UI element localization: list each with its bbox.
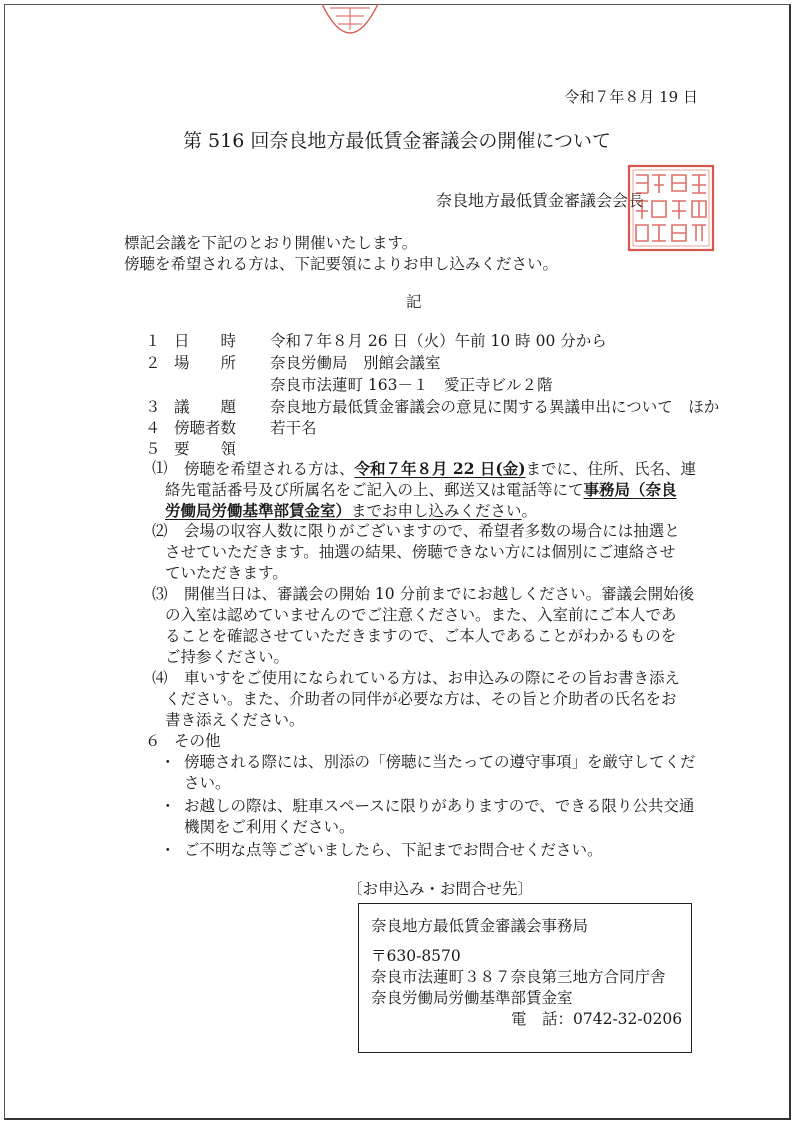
office-highlight: 労働局労働基準部賃金室） bbox=[165, 501, 352, 520]
text-span: 傍聴を希望される方は、 bbox=[184, 460, 355, 478]
ki-heading: 記 bbox=[406, 293, 422, 311]
bullet-mark: ・ bbox=[160, 841, 176, 859]
paragraph-line: ください。また、介助者の同伴が必要な方は、その旨と介助者の氏名をお bbox=[165, 690, 677, 708]
issue-date: 令和７年８月 19 日 bbox=[564, 88, 698, 106]
bullet-line: さい。 bbox=[184, 774, 231, 792]
paragraph-line: 会場の収容人数に限りがございますので、希望者多数の場合には抽選と bbox=[184, 522, 680, 540]
paragraph-line: 書き添えください。 bbox=[165, 711, 305, 729]
item-label: 場 所 bbox=[174, 354, 237, 372]
paragraph-line: の入室は認めていませんのでご注意ください。また、入室前にご本人であ bbox=[165, 606, 677, 624]
office-highlight: 事務局（奈良 bbox=[583, 480, 677, 499]
item-label: 傍聴者数 bbox=[174, 419, 237, 437]
text-span: 。 bbox=[521, 502, 538, 520]
document-title: 第 516 回奈良地方最低賃金審議会の開催について bbox=[183, 130, 611, 152]
paragraph-line: ていただきます。 bbox=[165, 564, 288, 582]
paragraph-mark: ⑶ bbox=[152, 585, 168, 603]
paragraph-line: 開催当日は、審議会の開始 10 分前までにお越しください。審議会開始後 bbox=[184, 585, 695, 603]
item-number: ５ bbox=[145, 440, 161, 458]
text-span: までお申し込みください bbox=[351, 502, 522, 520]
paragraph-line bbox=[184, 458, 696, 480]
paragraph-line: させていただきます。抽選の結果、傍聴できない方には個別にご連絡させ bbox=[165, 543, 676, 561]
bullet-mark: ・ bbox=[160, 753, 176, 771]
bullet-line: 傍聴される際には、別添の「傍聴に当たっての遵守事項」を厳守してくだ bbox=[184, 753, 696, 771]
intro-line-2: 傍聴を希望される方は、下記要領によりお申し込みください。 bbox=[124, 255, 559, 273]
item-value: 奈良労働局 別館会議室 bbox=[270, 354, 441, 372]
item-label: 日 時 bbox=[174, 332, 237, 350]
intro-line-1: 標記会議を下記のとおり開催いたします。 bbox=[124, 234, 418, 252]
contact-address: 奈良市法蓮町３８７奈良第三地方合同庁舎 bbox=[371, 968, 666, 986]
sender-name: 奈良地方最低賃金審議会会長 bbox=[435, 191, 644, 210]
paragraph-line bbox=[165, 479, 677, 501]
text-span: 絡先電話番号及び所属名をご記入の上、郵送又は電話等にて bbox=[165, 481, 584, 499]
contact-box bbox=[358, 903, 692, 1053]
paragraph-line: 車いすをご使用になられている方は、お申込みの際にその旨お書き添え bbox=[184, 669, 681, 687]
deadline-highlight: 令和７年８月 22 日(金) bbox=[354, 459, 526, 478]
contact-heading: 〔お申込み・お問合せ先〕 bbox=[347, 880, 534, 898]
bullet-line: ご不明な点等ございましたら、下記までお問合せください。 bbox=[184, 841, 603, 859]
text-span: までに、住所、氏名、連 bbox=[525, 460, 697, 478]
paragraph-line bbox=[165, 500, 537, 522]
item-number: １ bbox=[145, 332, 161, 350]
paragraph-mark: ⑴ bbox=[152, 459, 168, 477]
paragraph-mark: ⑵ bbox=[152, 522, 168, 540]
paragraph-mark: ⑷ bbox=[152, 669, 168, 687]
item-number: ３ bbox=[145, 398, 161, 416]
bullet-line: 機関をご利用ください。 bbox=[184, 818, 355, 836]
item-number: ２ bbox=[145, 354, 161, 372]
contact-phone: 電 話：0742-32-0206 bbox=[511, 1010, 683, 1028]
item-label: 要 領 bbox=[174, 440, 237, 458]
contact-postal: 〒630-8570 bbox=[371, 947, 461, 965]
bullet-line: お越しの際は、駐車スペースに限りがありますので、できる限り公共交通 bbox=[184, 797, 695, 815]
stamp-mark-icon bbox=[318, 4, 382, 44]
contact-dept: 奈良労働局労働基準部賃金室 bbox=[371, 989, 573, 1007]
paragraph-line: ご持参ください。 bbox=[165, 648, 290, 666]
bullet-mark: ・ bbox=[160, 797, 176, 815]
official-seal-icon bbox=[626, 163, 716, 253]
item-number: ４ bbox=[145, 419, 161, 437]
item-value: 若干名 bbox=[270, 419, 317, 437]
item-label: 議 題 bbox=[174, 398, 237, 416]
item-label: その他 bbox=[174, 732, 221, 750]
contact-org: 奈良地方最低賃金審議会事務局 bbox=[371, 917, 589, 935]
item-number: ６ bbox=[145, 732, 161, 750]
paragraph-line: ることを確認させていただきますので、ご本人であることがわかるものを bbox=[165, 627, 677, 645]
item-value: 奈良地方最低賃金審議会の意見に関する異議申出について ほか bbox=[270, 398, 720, 416]
item-value-line-2: 奈良市法蓮町 163－１ 愛正寺ビル２階 bbox=[270, 376, 553, 394]
item-value: 令和７年８月 26 日（火）午前 10 時 00 分から bbox=[270, 332, 607, 350]
